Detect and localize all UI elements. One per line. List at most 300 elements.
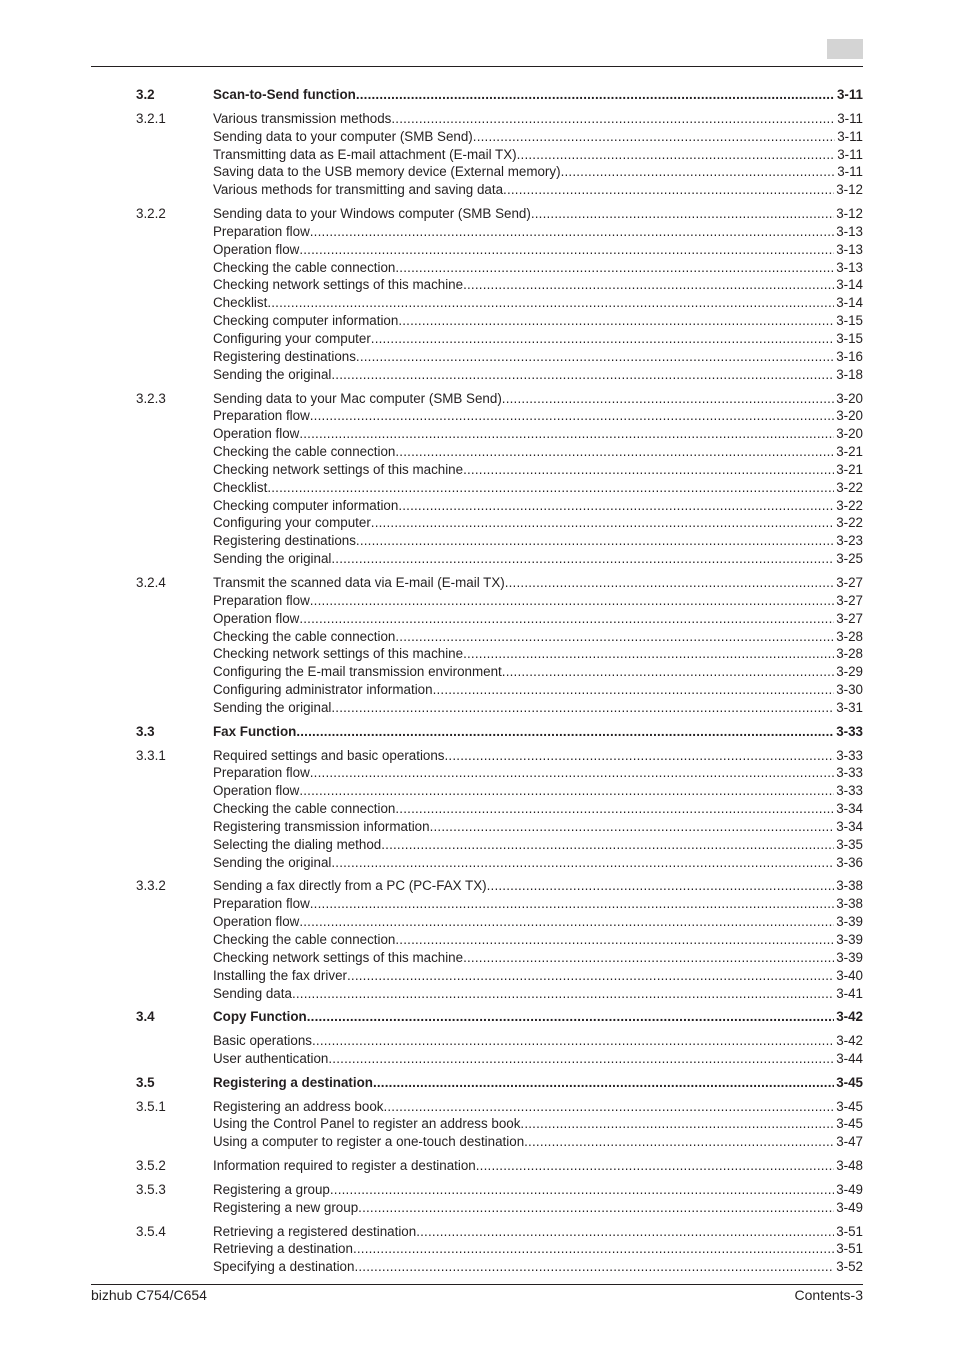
toc-page-number: 3-34 xyxy=(836,801,863,816)
toc-line xyxy=(213,764,863,782)
toc-line xyxy=(213,1115,863,1133)
toc-dot-leader xyxy=(267,479,834,497)
toc-page-number: 3-33 xyxy=(836,747,863,763)
toc-line xyxy=(213,1181,863,1199)
toc-page-number: 3-33 xyxy=(836,723,863,739)
toc-title: Sending data to your computer (SMB Send) xyxy=(213,128,473,144)
toc-entry[interactable] xyxy=(0,146,954,164)
toc-title: Selecting the dialing method xyxy=(213,836,382,852)
toc-entry[interactable] xyxy=(0,1008,954,1026)
toc-title: Checking network settings of this machine xyxy=(213,461,464,477)
toc-line xyxy=(213,294,863,312)
toc-entry[interactable] xyxy=(0,461,954,479)
toc-entry[interactable] xyxy=(0,407,954,425)
toc-dot-leader xyxy=(371,514,834,532)
toc-page-number: 3-48 xyxy=(836,1158,863,1173)
toc-page-number: 3-36 xyxy=(836,854,863,870)
toc-dot-leader xyxy=(358,1199,834,1217)
toc-line xyxy=(213,1199,863,1217)
toc-line xyxy=(213,610,863,628)
toc-line xyxy=(213,1098,863,1116)
toc-entry[interactable] xyxy=(0,1157,954,1175)
toc-page-number: 3-20 xyxy=(836,408,863,424)
toc-page-number: 3-11 xyxy=(837,110,863,126)
toc-dot-leader xyxy=(531,205,834,223)
footer-page-number: Contents-3 xyxy=(794,1287,863,1303)
toc-title: Sending a fax directly from a PC (PC-FAX TX) xyxy=(213,878,487,894)
toc-title: Sending the original xyxy=(213,699,332,715)
toc-page-number: 3-39 xyxy=(836,949,863,965)
toc-entry[interactable] xyxy=(0,223,954,241)
toc-page-number: 3-14 xyxy=(836,295,863,311)
toc-line xyxy=(213,1133,863,1151)
toc-dot-leader xyxy=(463,645,834,663)
toc-entry[interactable] xyxy=(0,854,954,872)
toc-page-number: 3-22 xyxy=(836,497,863,513)
toc-section-number: 3.5.4 xyxy=(136,1223,166,1239)
toc-entry[interactable] xyxy=(0,663,954,681)
toc-entry[interactable] xyxy=(0,877,954,895)
toc-page-number: 3-11 xyxy=(837,128,863,144)
toc-dot-leader xyxy=(310,764,834,782)
toc-line xyxy=(213,110,863,128)
toc-title: Checking the cable connection xyxy=(213,444,396,459)
toc-line xyxy=(213,1157,863,1175)
toc-dot-leader xyxy=(505,574,834,592)
toc-section-number: 3.2.1 xyxy=(136,110,166,126)
toc-dot-leader xyxy=(299,425,834,443)
toc-title: Information required to register a destination xyxy=(213,1158,476,1173)
toc-entry[interactable] xyxy=(0,294,954,312)
toc-line xyxy=(213,312,863,330)
toc-entry[interactable] xyxy=(0,1074,954,1092)
toc-section-number: 3.5.2 xyxy=(136,1158,166,1173)
toc-line xyxy=(213,1074,863,1092)
toc-entry[interactable] xyxy=(0,895,954,913)
toc-dot-leader xyxy=(371,330,834,348)
toc-title: Registering destinations xyxy=(213,533,356,549)
toc-dot-leader xyxy=(463,949,834,967)
toc-entry[interactable] xyxy=(0,1133,954,1151)
toc-page-number: 3-38 xyxy=(836,878,863,894)
toc-title: Preparation flow xyxy=(213,592,310,608)
toc-entry[interactable] xyxy=(0,645,954,663)
toc-title: Sending the original xyxy=(213,366,332,382)
toc-page-number: 3-27 xyxy=(836,574,863,590)
toc-page-number: 3-42 xyxy=(836,1033,863,1049)
toc-title: Checking the cable connection xyxy=(213,931,396,947)
toc-page-number: 3-13 xyxy=(836,259,863,275)
toc-line xyxy=(213,967,863,985)
toc-page-number: 3-12 xyxy=(836,206,863,221)
toc-entry[interactable] xyxy=(0,1050,954,1068)
toc-entry[interactable] xyxy=(0,1223,954,1241)
toc-page-number: 3-44 xyxy=(836,1050,863,1066)
toc-page-number: 3-22 xyxy=(836,479,863,495)
toc-title: Saving data to the USB memory device (External memory) xyxy=(213,164,561,180)
toc-line xyxy=(213,550,863,568)
toc-page-number: 3-15 xyxy=(836,313,863,329)
toc-section-number: 3.3.1 xyxy=(136,747,166,763)
toc-dot-leader xyxy=(356,532,834,550)
toc-page-number: 3-42 xyxy=(836,1009,863,1025)
toc-line xyxy=(213,1050,863,1068)
toc-page-number: 3-39 xyxy=(836,931,863,947)
toc-title: Checking the cable connection xyxy=(213,801,396,816)
toc-line xyxy=(213,836,863,854)
toc-entry[interactable] xyxy=(0,550,954,568)
toc-title: Operation flow xyxy=(213,426,300,442)
toc-entry[interactable] xyxy=(0,110,954,128)
toc-entry[interactable] xyxy=(0,425,954,443)
toc-entry[interactable] xyxy=(0,610,954,628)
toc-dot-leader xyxy=(463,461,834,479)
toc-dot-leader xyxy=(487,877,835,895)
toc-entry[interactable] xyxy=(0,276,954,294)
toc-title: Configuring your computer xyxy=(213,331,371,346)
toc-line xyxy=(213,592,863,610)
toc-entry[interactable] xyxy=(0,1115,954,1133)
toc-title: Sending the original xyxy=(213,551,332,567)
toc-dot-leader xyxy=(299,782,834,800)
toc-line xyxy=(213,241,863,259)
toc-dot-leader xyxy=(517,146,836,164)
toc-line xyxy=(213,128,863,146)
toc-entry[interactable] xyxy=(0,818,954,836)
toc-page-number: 3-27 xyxy=(836,592,863,608)
toc-entry[interactable] xyxy=(0,1240,954,1258)
toc-entry[interactable] xyxy=(0,330,954,348)
toc-line xyxy=(213,1008,863,1026)
toc-line xyxy=(213,425,863,443)
toc-title: Preparation flow xyxy=(213,896,310,912)
toc-page-number: 3-28 xyxy=(836,646,863,662)
toc-title: Registering a destination xyxy=(213,1074,373,1090)
toc-entry[interactable] xyxy=(0,366,954,384)
toc-title: Required settings and basic operations xyxy=(213,747,445,763)
toc-page-number: 3-33 xyxy=(836,783,863,799)
toc-entry[interactable] xyxy=(0,1258,954,1276)
toc-line xyxy=(213,747,863,765)
toc-entry[interactable] xyxy=(0,497,954,515)
toc-entry[interactable] xyxy=(0,1032,954,1050)
toc-dot-leader xyxy=(520,1115,834,1133)
footer-rule xyxy=(91,1284,863,1285)
toc-section-number: 3.3 xyxy=(136,723,155,739)
toc-line xyxy=(213,461,863,479)
toc-dot-leader xyxy=(395,259,834,277)
toc-page-number: 3-51 xyxy=(836,1223,863,1239)
toc-title: Checking computer information xyxy=(213,497,399,513)
toc-entry[interactable] xyxy=(0,443,954,461)
toc-page-number: 3-15 xyxy=(836,331,863,346)
toc-page-number: 3-22 xyxy=(836,515,863,531)
toc-line xyxy=(213,86,863,104)
toc-entry[interactable] xyxy=(0,312,954,330)
toc-entry[interactable] xyxy=(0,1199,954,1217)
toc-dot-leader xyxy=(398,312,834,330)
toc-page-number: 3-28 xyxy=(836,628,863,644)
toc-line xyxy=(213,723,863,741)
toc-entry[interactable] xyxy=(0,128,954,146)
toc-dot-leader xyxy=(561,163,836,181)
toc-line xyxy=(213,514,863,532)
toc-title: Sending the original xyxy=(213,854,332,870)
toc-dot-leader xyxy=(395,443,834,461)
toc-entry[interactable] xyxy=(0,348,954,366)
toc-page-number: 3-35 xyxy=(836,836,863,852)
toc-dot-leader xyxy=(331,854,834,872)
toc-dot-leader xyxy=(373,1074,834,1092)
toc-page-number: 3-14 xyxy=(836,277,863,293)
toc-title: Specifying a destination xyxy=(213,1259,355,1275)
toc-dot-leader xyxy=(395,628,834,646)
toc-entry[interactable] xyxy=(0,747,954,765)
toc-entry[interactable] xyxy=(0,913,954,931)
toc-dot-leader xyxy=(267,294,834,312)
footer-product-name: bizhub C754/C654 xyxy=(91,1287,207,1303)
toc-title: Checking network settings of this machine xyxy=(213,949,464,965)
toc-page-number: 3-16 xyxy=(836,348,863,364)
toc-title: Configuring the E-mail transmission environment xyxy=(213,664,502,680)
toc-page-number: 3-52 xyxy=(836,1259,863,1275)
toc-line xyxy=(213,366,863,384)
toc-line xyxy=(213,407,863,425)
toc-page-number: 3-11 xyxy=(837,146,863,162)
toc-dot-leader xyxy=(445,747,835,765)
toc-title: Checklist xyxy=(213,295,268,311)
toc-dot-leader xyxy=(307,1008,834,1026)
toc-title: Sending data to your Windows computer (SMB Send) xyxy=(213,206,531,221)
toc-dot-leader xyxy=(330,1181,834,1199)
toc-dot-leader xyxy=(473,128,835,146)
toc-entry[interactable] xyxy=(0,181,954,199)
toc-section-number: 3.2.4 xyxy=(136,574,166,590)
toc-page-number: 3-45 xyxy=(836,1116,863,1132)
toc-title: Operation flow xyxy=(213,610,300,626)
toc-dot-leader xyxy=(299,241,834,259)
toc-line xyxy=(213,181,863,199)
toc-page-number: 3-11 xyxy=(836,87,863,102)
toc-entry[interactable] xyxy=(0,723,954,741)
toc-line xyxy=(213,800,863,818)
toc-dot-leader xyxy=(331,366,834,384)
toc-line xyxy=(213,699,863,717)
toc-page-number: 3-34 xyxy=(836,818,863,834)
toc-line xyxy=(213,1258,863,1276)
toc-entry[interactable] xyxy=(0,479,954,497)
toc-line xyxy=(213,913,863,931)
toc-section-number: 3.3.2 xyxy=(136,878,166,894)
toc-page-number: 3-31 xyxy=(836,699,863,715)
toc-entry[interactable] xyxy=(0,836,954,854)
toc-title: Registering a group xyxy=(213,1181,330,1197)
toc-entry[interactable] xyxy=(0,514,954,532)
toc-dot-leader xyxy=(356,348,834,366)
toc-title: Checklist xyxy=(213,479,268,495)
toc-dot-leader xyxy=(463,276,834,294)
toc-dot-leader xyxy=(395,800,834,818)
toc-dot-leader xyxy=(395,931,834,949)
toc-title: Installing the fax driver xyxy=(213,967,347,983)
toc-page-number: 3-30 xyxy=(836,682,863,697)
toc-page-number: 3-25 xyxy=(836,551,863,567)
toc-title: Checking the cable connection xyxy=(213,628,396,644)
toc-title: Checking network settings of this machine xyxy=(213,646,464,662)
toc-page-number: 3-45 xyxy=(836,1098,863,1114)
toc-page-number: 3-21 xyxy=(836,444,863,459)
toc-page-number: 3-12 xyxy=(836,182,863,198)
toc-dot-leader xyxy=(331,699,834,717)
toc-title: Operation flow xyxy=(213,241,300,257)
toc-entry[interactable] xyxy=(0,205,954,223)
toc-line xyxy=(213,390,863,408)
toc-entry[interactable] xyxy=(0,764,954,782)
toc-title: Transmit the scanned data via E-mail (E-mail TX) xyxy=(213,574,505,590)
toc-entry[interactable] xyxy=(0,1098,954,1116)
toc-dot-leader xyxy=(503,181,834,199)
toc-section-number: 3.5.3 xyxy=(136,1181,166,1197)
toc-entry[interactable] xyxy=(0,86,954,104)
toc-line xyxy=(213,663,863,681)
toc-page-number: 3-49 xyxy=(836,1199,863,1215)
toc-title: Copy Function xyxy=(213,1009,307,1025)
toc-page-number: 3-23 xyxy=(836,533,863,549)
toc-title: Fax Function xyxy=(213,723,297,739)
toc-entry[interactable] xyxy=(0,574,954,592)
toc-dot-leader xyxy=(502,390,834,408)
toc-title: Transmitting data as E-mail attachment (E-mail TX) xyxy=(213,146,517,162)
toc-entry[interactable] xyxy=(0,163,954,181)
toc-page-number: 3-27 xyxy=(836,610,863,626)
toc-entry[interactable] xyxy=(0,985,954,1003)
toc-line xyxy=(213,223,863,241)
toc-dot-leader xyxy=(430,818,835,836)
toc-title: Using the Control Panel to register an address book xyxy=(213,1116,521,1132)
toc-title: Operation flow xyxy=(213,783,300,799)
toc-dot-leader xyxy=(354,1258,834,1276)
toc-page-number: 3-20 xyxy=(836,390,863,406)
toc-dot-leader xyxy=(310,895,834,913)
toc-dot-leader xyxy=(476,1157,834,1175)
toc-page-number: 3-29 xyxy=(836,664,863,680)
toc-title: Various transmission methods xyxy=(213,110,392,126)
toc-title: Operation flow xyxy=(213,914,300,930)
toc-title: Registering an address book xyxy=(213,1098,384,1114)
toc-page-number: 3-49 xyxy=(836,1181,863,1197)
toc-line xyxy=(213,532,863,550)
toc-page-number: 3-47 xyxy=(836,1134,863,1150)
toc-section-number: 3.4 xyxy=(136,1009,155,1025)
toc-page-number: 3-41 xyxy=(836,985,863,1001)
toc-dot-leader xyxy=(416,1223,834,1241)
toc-dot-leader xyxy=(310,592,834,610)
toc-page-number: 3-18 xyxy=(836,366,863,382)
toc-dot-leader xyxy=(299,913,834,931)
toc-dot-leader xyxy=(310,407,834,425)
toc-title: Sending data xyxy=(213,985,292,1001)
toc-entry[interactable] xyxy=(0,1181,954,1199)
toc-dot-leader xyxy=(347,967,834,985)
toc-entry[interactable] xyxy=(0,782,954,800)
toc-line xyxy=(213,782,863,800)
toc-line xyxy=(213,931,863,949)
toc-line xyxy=(213,645,863,663)
toc-line xyxy=(213,205,863,223)
toc-line xyxy=(213,443,863,461)
toc-dot-leader xyxy=(312,1032,834,1050)
toc-entry[interactable] xyxy=(0,241,954,259)
toc-title: Various methods for transmitting and saving data xyxy=(213,182,504,198)
toc-title: Registering transmission information xyxy=(213,818,430,834)
toc-section-number: 3.2.2 xyxy=(136,206,166,221)
toc-section-number: 3.2 xyxy=(136,87,155,102)
toc-dot-leader xyxy=(292,985,834,1003)
toc-entry[interactable] xyxy=(0,532,954,550)
toc-title: Using a computer to register a one-touch destination xyxy=(213,1134,525,1150)
toc-dot-leader xyxy=(398,497,834,515)
toc-page-number: 3-13 xyxy=(836,223,863,239)
toc-title: Configuring administrator information xyxy=(213,682,433,697)
toc-line xyxy=(213,949,863,967)
toc-line xyxy=(213,497,863,515)
toc-title: Checking computer information xyxy=(213,313,399,329)
toc-line xyxy=(213,854,863,872)
toc-page-number: 3-39 xyxy=(836,914,863,930)
toc-page-number: 3-51 xyxy=(836,1241,863,1257)
toc-title: Preparation flow xyxy=(213,765,310,781)
toc-line xyxy=(213,628,863,646)
toc-line xyxy=(213,146,863,164)
toc-dot-leader xyxy=(328,1050,834,1068)
toc-entry[interactable] xyxy=(0,699,954,717)
toc-dot-leader xyxy=(331,550,834,568)
toc-entry[interactable] xyxy=(0,949,954,967)
toc-entry[interactable] xyxy=(0,800,954,818)
toc-dot-leader xyxy=(353,1240,834,1258)
toc-entry[interactable] xyxy=(0,390,954,408)
toc-dot-leader xyxy=(433,681,835,699)
toc-entry[interactable] xyxy=(0,628,954,646)
toc-title: Registering destinations xyxy=(213,348,356,364)
toc-page-number: 3-20 xyxy=(836,426,863,442)
toc-entry[interactable] xyxy=(0,967,954,985)
toc-entry[interactable] xyxy=(0,931,954,949)
toc-dot-leader xyxy=(296,723,834,741)
toc-entry[interactable] xyxy=(0,681,954,699)
toc-title: Sending data to your Mac computer (SMB Send) xyxy=(213,390,502,406)
toc-line xyxy=(213,895,863,913)
toc-page-number: 3-11 xyxy=(837,164,863,180)
toc-dot-leader xyxy=(356,86,835,104)
toc-title: Scan-to-Send function xyxy=(213,87,356,102)
toc-title: Retrieving a registered destination xyxy=(213,1223,417,1239)
toc-page-number: 3-21 xyxy=(836,461,863,477)
toc-entry[interactable] xyxy=(0,259,954,277)
toc-title: Registering a new group xyxy=(213,1199,359,1215)
toc-line xyxy=(213,348,863,366)
toc-title: Checking the cable connection xyxy=(213,259,396,275)
toc-page-number: 3-13 xyxy=(836,241,863,257)
toc-title: Preparation flow xyxy=(213,223,310,239)
toc-entry[interactable] xyxy=(0,592,954,610)
toc-section-number: 3.2.3 xyxy=(136,390,166,406)
toc-line xyxy=(213,681,863,699)
toc-page-number: 3-40 xyxy=(836,967,863,983)
toc-page-number: 3-33 xyxy=(836,765,863,781)
toc-line xyxy=(213,259,863,277)
toc-dot-leader xyxy=(383,1098,834,1116)
